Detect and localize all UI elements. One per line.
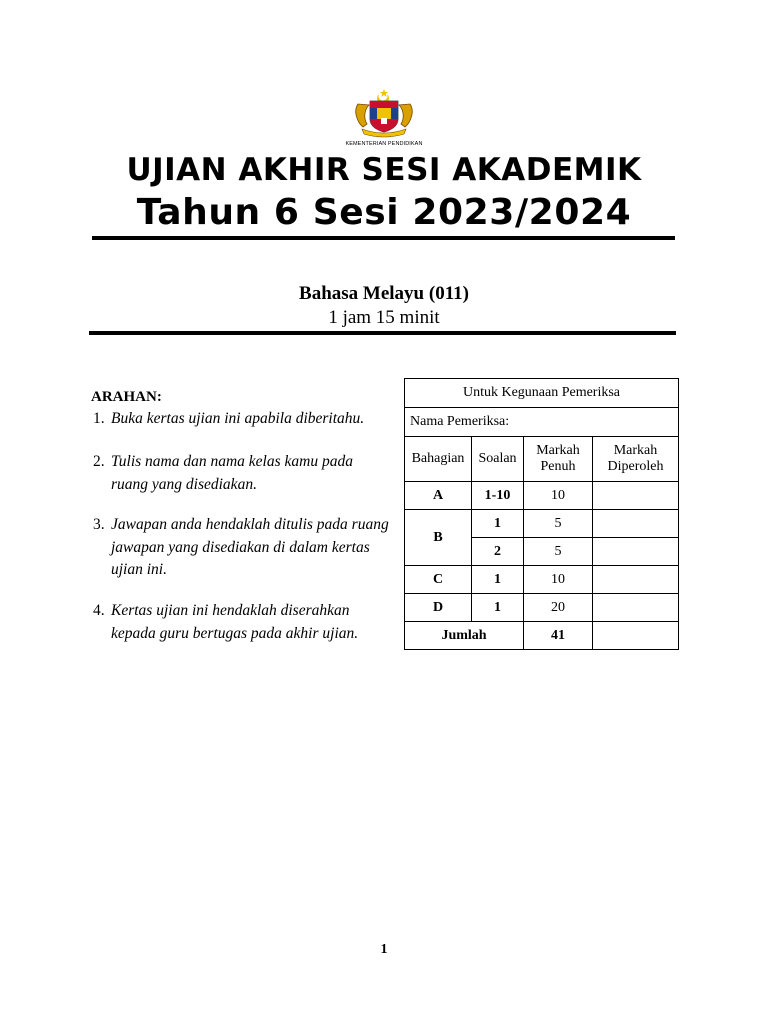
examiner-name-field[interactable]: Nama Pemeriksa: [405,408,679,437]
table-row [405,510,679,538]
total-obtained-cell[interactable] [593,622,679,650]
total-row [405,622,679,650]
question-cell: 1-10 [472,482,524,510]
examiner-table-title: Untuk Kegunaan Pemeriksa [405,379,679,408]
section-cell: A [405,482,472,510]
section-cell: C [405,566,472,594]
marks-obtained-cell[interactable] [593,594,679,622]
total-label: Jumlah [405,622,524,650]
header-question: Soalan [472,437,524,482]
marks-obtained-cell[interactable] [593,510,679,538]
instructions-heading: ARAHAN: [91,389,162,405]
exam-duration: 1 jam 15 minit [328,307,440,328]
question-cell: 1 [472,566,524,594]
full-marks-cell: 5 [524,510,593,538]
table-row [405,482,679,510]
question-cell: 1 [472,510,524,538]
instruction-item [93,514,393,582]
page-number: 1 [380,942,388,957]
subject-name: Bahasa Melayu (011) [299,283,469,304]
section-cell: B [405,510,472,566]
subject-divider [89,331,676,335]
total-marks: 41 [524,622,593,650]
header-marks-obtained: Markah Diperoleh [593,437,679,482]
instruction-number: 3. [93,516,105,533]
title-divider [92,236,675,240]
instruction-text: Kertas ujian ini hendaklah diserahkan kepada guru bertugas pada akhir ujian. [111,602,359,642]
instruction-item [93,408,393,431]
instruction-text: Buka kertas ujian ini apabila diberitahu. [111,410,365,427]
exam-title: UJIAN AKHIR SESI AKADEMIK [126,152,642,188]
instruction-item [93,600,393,645]
examiner-table [404,378,679,650]
question-cell: 1 [472,594,524,622]
full-marks-cell: 5 [524,538,593,566]
section-cell: D [405,594,472,622]
header-full-marks: Markah Penuh [524,437,593,482]
instruction-number: 2. [93,453,105,470]
marks-obtained-cell[interactable] [593,538,679,566]
exam-year-session: Tahun 6 Sesi 2023/2024 [136,192,632,233]
full-marks-cell: 10 [524,566,593,594]
table-row [405,566,679,594]
table-row [405,594,679,622]
logo-caption: KEMENTERIAN PENDIDIKAN [345,141,423,147]
marks-obtained-cell[interactable] [593,566,679,594]
ministry-logo [336,88,432,150]
instruction-number: 4. [93,602,105,619]
header-section: Bahagian [405,437,472,482]
marks-obtained-cell[interactable] [593,482,679,510]
coat-of-arms-icon [352,88,416,140]
full-marks-cell: 20 [524,594,593,622]
instruction-item [93,451,393,496]
instruction-number: 1. [93,410,105,427]
instruction-text: Jawapan anda hendaklah ditulis pada ruang jawapan yang disediakan di dalam kertas ujian ini. [111,516,389,578]
instruction-text: Tulis nama dan nama kelas kamu pada ruang yang disediakan. [111,453,353,493]
full-marks-cell: 10 [524,482,593,510]
question-cell: 2 [472,538,524,566]
